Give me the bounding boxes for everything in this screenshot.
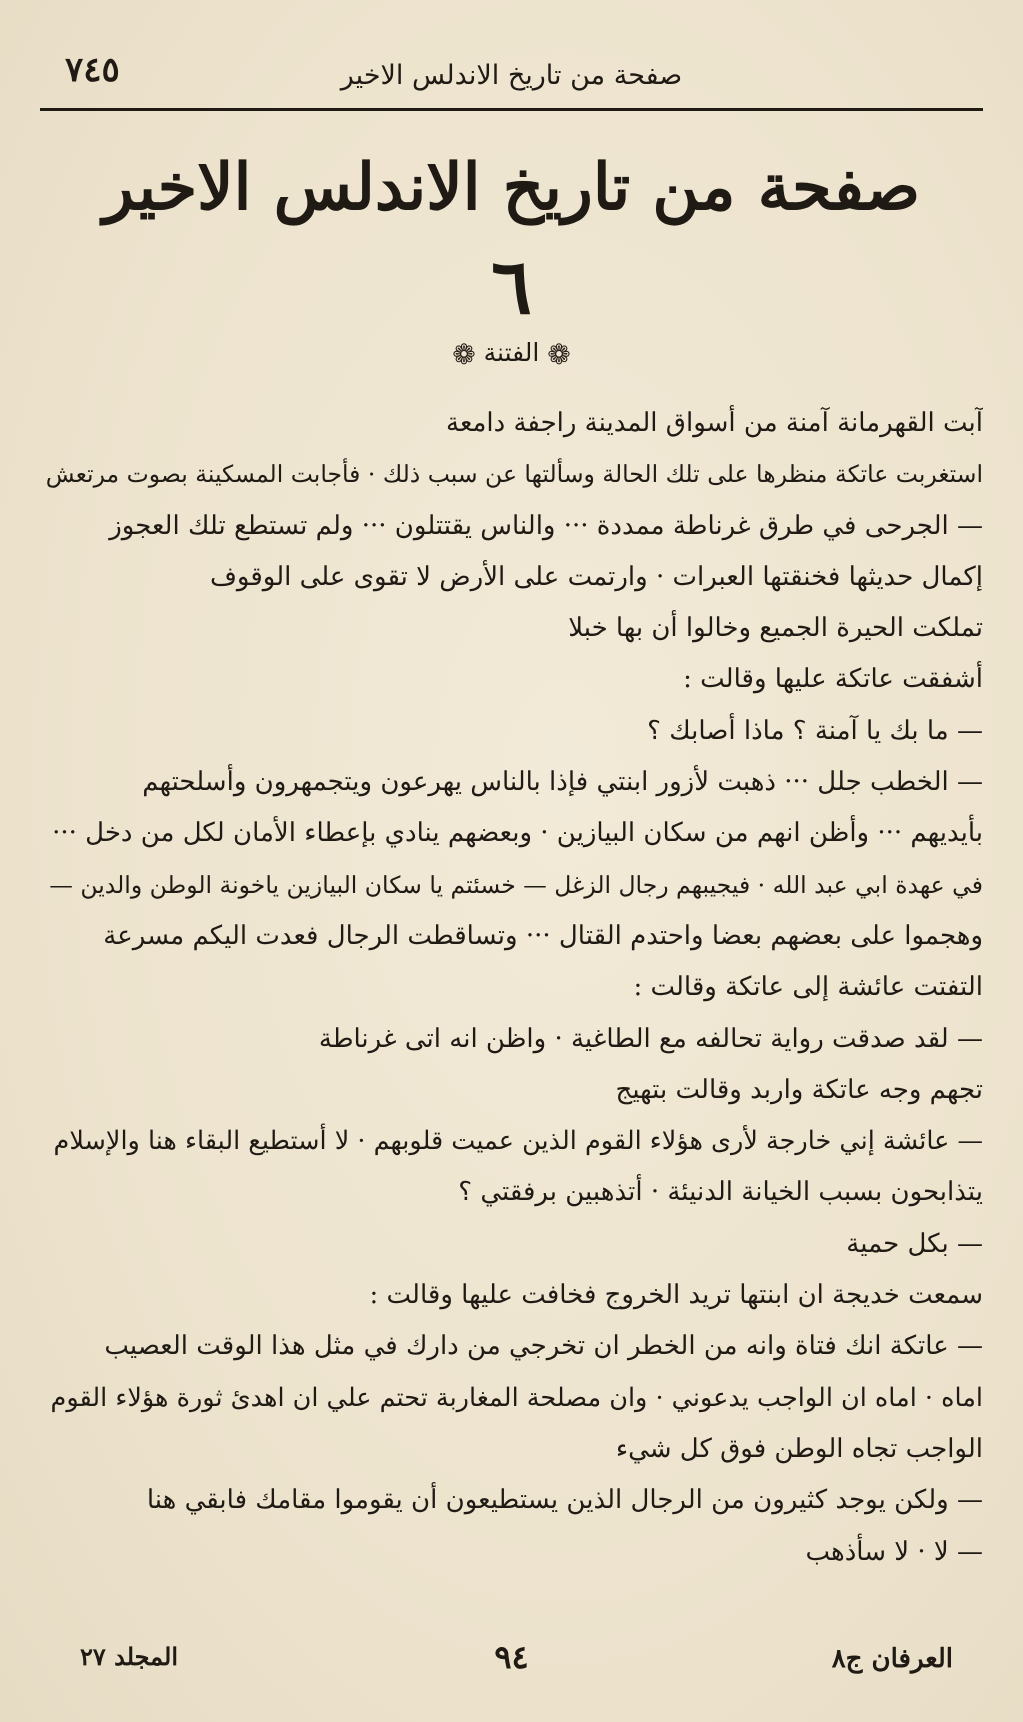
body-line: — ما بك يا آمنة ؟ ماذا أصابك ؟	[647, 715, 983, 746]
body-line: اماه · اماه ان الواجب يدعوني · وان مصلحة المغاربة تحتم علي ان اهدئ ثورة هؤلاء القوم	[50, 1382, 983, 1413]
body-line: أشفقت عاتكة عليها وقالت :	[683, 664, 983, 695]
page-footer	[40, 1638, 983, 1688]
article-body	[40, 398, 983, 1578]
body-line: — عائشة إني خارجة لأرى هؤلاء القوم الذين عميت قلوبهم · لا أستطيع البقاء هنا والإسلام	[53, 1126, 983, 1157]
running-header	[40, 40, 983, 110]
body-line: — لقد صدقت رواية تحالفه مع الطاغية · واظن انه اتى غرناطة	[318, 1023, 983, 1054]
footer-folio: ٩٤	[494, 1638, 529, 1676]
body-line: سمعت خديجة ان ابنتها تريد الخروج فخافت عليها وقالت :	[369, 1280, 983, 1311]
body-line: إكمال حديثها فخنقتها العبرات · وارتمت على الأرض لا تقوى على الوقوف	[209, 561, 983, 592]
section-heading	[0, 338, 1023, 371]
part-number: ٦	[491, 242, 532, 331]
body-line: بأيديهم ··· وأظن انهم من سكان البيازين · وبعضهم ينادي بإعطاء الأمان لكل من دخل ···	[52, 818, 983, 849]
section-heading-text: الفتنة	[483, 338, 540, 367]
body-line: استغربت عاتكة منظرها على تلك الحالة وسألتها عن سبب ذلك · فأجابت المسكينة بصوت مرتعش	[45, 460, 983, 489]
body-line: يتذابحون بسبب الخيانة الدنيئة · أتذهبين برفقتي ؟	[458, 1177, 983, 1208]
body-line: تجهم وجه عاتكة واربد وقالت بتهيج	[615, 1074, 983, 1105]
running-title: صفحة من تاريخ الاندلس الاخير	[340, 60, 683, 91]
body-line: تملكت الحيرة الجميع وخالوا أن بها خبلا	[568, 613, 983, 644]
body-line: — بكل حمية	[846, 1228, 983, 1259]
body-line: — الجرحى في طرق غرناطة ممددة ··· والناس يقتتلون ··· ولم تستطع تلك العجوز	[109, 510, 983, 541]
footer-volume: المجلد ٢٧	[80, 1642, 179, 1671]
flower-ornament-icon: ❁	[547, 338, 571, 371]
body-line: — الخطب جلل ··· ذهبت لأزور ابنتي فإذا بالناس يهرعون ويتجمهرون وأسلحتهم	[142, 767, 983, 798]
body-line: وهجموا على بعضهم بعضا واحتدم القتال ··· وتساقطت الرجال فعدت اليكم مسرعة	[103, 920, 983, 951]
body-line: التفتت عائشة إلى عاتكة وقالت :	[633, 972, 983, 1003]
body-line: الواجب تجاه الوطن فوق كل شيء	[615, 1433, 983, 1464]
body-line: — ولكن يوجد كثيرون من الرجال الذين يستطيعون أن يقوموا مقامك فابقي هنا	[146, 1485, 983, 1516]
header-rule	[40, 108, 983, 111]
page-number: ٧٤٥	[65, 50, 120, 90]
body-line: — عاتكة انك فتاة وانه من الخطر ان تخرجي من دارك في مثل هذا الوقت العصيب	[104, 1331, 983, 1362]
flower-ornament-icon: ❁	[452, 338, 476, 371]
body-line: — لا · لا سأذهب	[805, 1536, 983, 1567]
body-line: في عهدة ابي عبد الله · فيجيبهم رجال الزغل — خسئتم يا سكان البيازين ياخونة الوطن والدين —	[49, 870, 983, 899]
footer-journal: العرفان ج٨	[831, 1644, 953, 1674]
article-title: صفحة من تاريخ الاندلس الاخير	[102, 150, 921, 225]
body-line: آبت القهرمانة آمنة من أسواق المدينة راجفة دامعة	[446, 408, 983, 438]
